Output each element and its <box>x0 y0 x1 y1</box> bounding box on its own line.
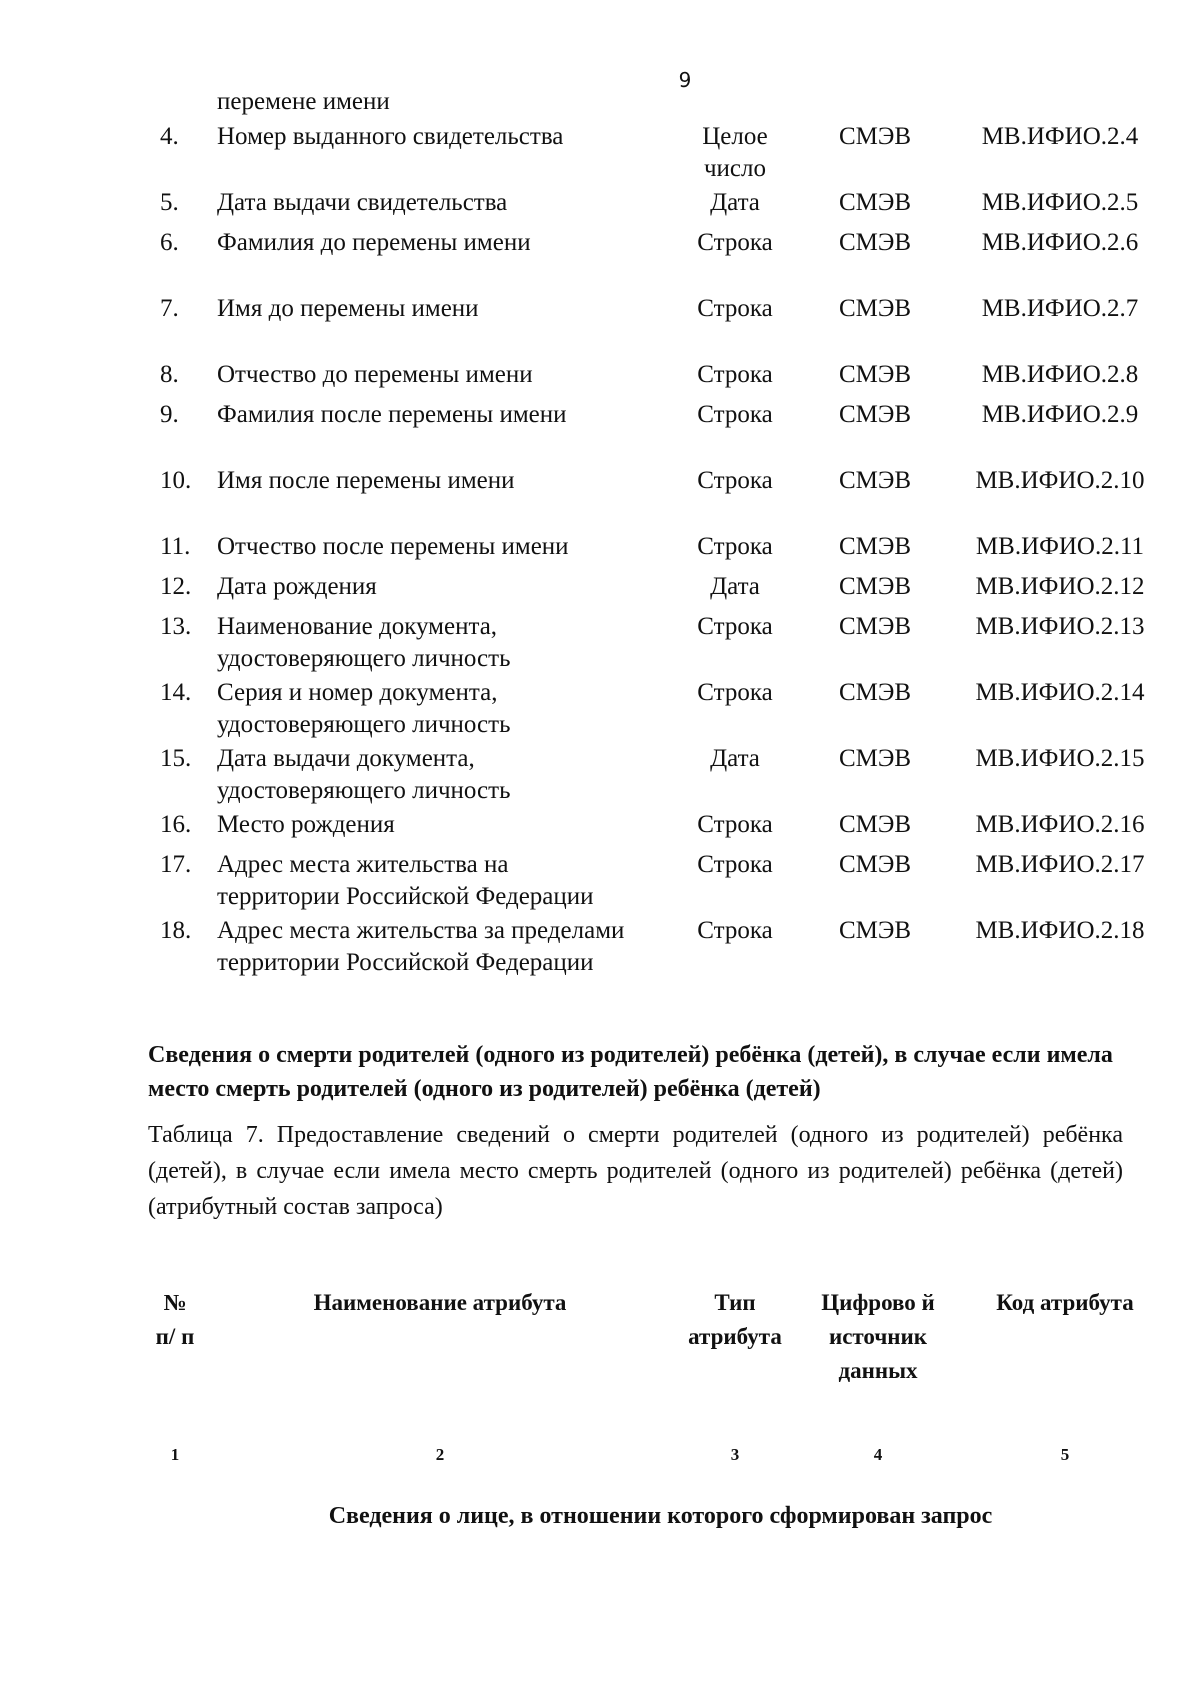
data-source: СМЭВ <box>838 229 912 256</box>
attribute-type: Строка <box>697 295 773 322</box>
row-number: 7. <box>160 295 179 322</box>
row-number: 5. <box>160 189 179 216</box>
attribute-type: Строка <box>697 851 773 878</box>
attribute-name: Место рождения <box>217 811 395 838</box>
attribute-name: Отчество после перемены имени <box>217 533 569 560</box>
attribute-code: МВ.ИФИО.2.17 <box>975 851 1145 878</box>
attribute-name: Фамилия после перемены имени <box>217 401 567 428</box>
page-number: 9 <box>678 68 692 92</box>
attribute-code: МВ.ИФИО.2.15 <box>975 745 1145 772</box>
data-source: СМЭВ <box>838 189 912 216</box>
attribute-type: Строка <box>697 811 773 838</box>
attribute-code: МВ.ИФИО.2.18 <box>975 917 1145 944</box>
attribute-type: Дата <box>710 745 760 772</box>
attribute-name: Наименование документа, удостоверяющего личность <box>217 613 511 672</box>
column-number: 4 <box>873 1445 883 1464</box>
row-number: 16. <box>160 811 192 838</box>
row-number: 15. <box>160 745 192 772</box>
continuation-text: перемене имени <box>217 88 390 115</box>
attribute-type: Строка <box>697 533 773 560</box>
section-heading: Сведения о смерти родителей (одного из родителей) ребёнка (детей), в случае если имела место смерть родителей (одного из родителей) ребёнка (детей) <box>148 1042 1113 1102</box>
subheading: Сведения о лице, в отношении которого сформирован запрос <box>328 1503 993 1529</box>
row-number: 9. <box>160 401 179 428</box>
attribute-type: Дата <box>710 189 760 216</box>
attribute-type: Строка <box>697 401 773 428</box>
data-source: СМЭВ <box>838 745 912 772</box>
attribute-name: Дата рождения <box>217 573 377 600</box>
attribute-name: Имя после перемены имени <box>217 467 515 494</box>
data-source: СМЭВ <box>838 295 912 322</box>
attribute-type: Целое число <box>702 123 768 182</box>
data-source: СМЭВ <box>838 401 912 428</box>
row-number: 6. <box>160 229 179 256</box>
row-number: 18. <box>160 917 192 944</box>
attribute-code: МВ.ИФИО.2.4 <box>981 123 1139 150</box>
column-number: 3 <box>730 1445 740 1464</box>
row-number: 12. <box>160 573 192 600</box>
row-number: 13. <box>160 613 192 640</box>
attribute-name: Серия и номер документа, удостоверяющего личность <box>217 679 511 738</box>
attribute-name: Дата выдачи свидетельства <box>217 189 508 216</box>
attribute-type: Строка <box>697 467 773 494</box>
attribute-code: МВ.ИФИО.2.11 <box>975 533 1145 560</box>
attribute-name: Имя до перемены имени <box>217 295 479 322</box>
row-number: 14. <box>160 679 192 706</box>
row-number: 17. <box>160 851 192 878</box>
attribute-code: МВ.ИФИО.2.9 <box>981 401 1139 428</box>
data-source: СМЭВ <box>838 851 912 878</box>
attribute-type: Строка <box>697 917 773 944</box>
attribute-type: Дата <box>710 573 760 600</box>
attribute-code: МВ.ИФИО.2.7 <box>981 295 1139 322</box>
data-source: СМЭВ <box>838 467 912 494</box>
attribute-code: МВ.ИФИО.2.16 <box>975 811 1145 838</box>
data-source: СМЭВ <box>838 361 912 388</box>
attribute-code: МВ.ИФИО.2.14 <box>975 679 1145 706</box>
data-source: СМЭВ <box>838 573 912 600</box>
data-source: СМЭВ <box>838 123 912 150</box>
attribute-name: Адрес места жительства за пределами территории Российской Федерации <box>217 917 625 976</box>
attribute-name: Отчество до перемены имени <box>217 361 533 388</box>
attribute-type: Строка <box>697 229 773 256</box>
data-source: СМЭВ <box>838 679 912 706</box>
attribute-name: Номер выданного свидетельства <box>217 123 564 150</box>
data-source: СМЭВ <box>838 917 912 944</box>
attribute-type: Строка <box>697 361 773 388</box>
data-source: СМЭВ <box>838 811 912 838</box>
row-number: 8. <box>160 361 179 388</box>
attribute-type: Строка <box>697 679 773 706</box>
header-type: Тип атрибута <box>688 1290 782 1349</box>
column-number: 5 <box>1060 1445 1070 1464</box>
row-number: 10. <box>160 467 192 494</box>
attribute-code: МВ.ИФИО.2.12 <box>975 573 1145 600</box>
attribute-code: МВ.ИФИО.2.13 <box>975 613 1145 640</box>
attribute-type: Строка <box>697 613 773 640</box>
attribute-code: МВ.ИФИО.2.6 <box>981 229 1139 256</box>
header-name: Наименование атрибута <box>313 1290 567 1315</box>
attribute-code: МВ.ИФИО.2.10 <box>975 467 1145 494</box>
data-source: СМЭВ <box>838 613 912 640</box>
table-caption: Таблица 7. Предоставление сведений о смерти родителей (одного из родителей) ребёнка (детей), в случае если имела место смерть родителей (одного из родителей) ребёнка (детей) (атрибутный состав запроса) <box>148 1122 1123 1220</box>
row-number: 4. <box>160 123 179 150</box>
column-number: 2 <box>435 1445 445 1464</box>
data-source: СМЭВ <box>838 533 912 560</box>
row-number: 11. <box>160 533 191 560</box>
header-code: Код атрибута <box>996 1290 1134 1315</box>
column-number: 1 <box>170 1445 180 1464</box>
attribute-name: Дата выдачи документа, удостоверяющего личность <box>217 745 511 804</box>
attribute-code: МВ.ИФИО.2.5 <box>981 189 1139 216</box>
header-number: № п/ п <box>155 1290 195 1349</box>
attribute-code: МВ.ИФИО.2.8 <box>981 361 1139 388</box>
attribute-name: Фамилия до перемены имени <box>217 229 531 256</box>
header-source: Цифрово й источник данных <box>821 1290 935 1383</box>
attribute-name: Адрес места жительства на территории Российской Федерации <box>217 851 594 910</box>
